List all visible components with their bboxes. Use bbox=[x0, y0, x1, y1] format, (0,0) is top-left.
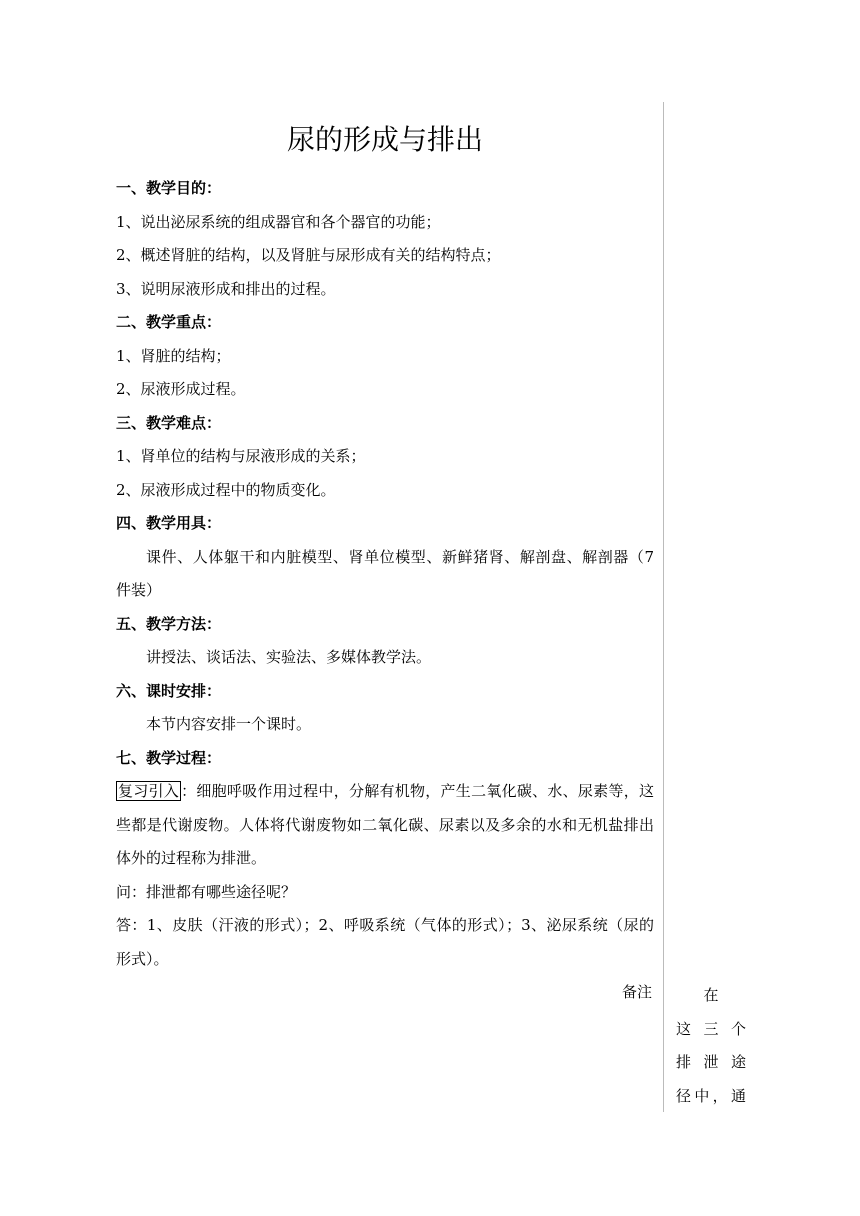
objective-item-2: 2、概述肾脏的结构，以及肾脏与尿形成有关的结构特点； bbox=[116, 246, 501, 264]
tools-text: 课件、人体躯干和内脏模型、肾单位模型、新鲜猪肾、解剖盘、解剖器（7 件装） bbox=[116, 547, 654, 599]
heading-key-points: 二、教学重点： bbox=[116, 313, 222, 331]
review-intro-text: ：细胞呼吸作用过程中，分解有机物，产生二氧化碳、水、尿素等，这些都是代谢废物。人体将代谢废物如二氧化碳、尿素以及多余的水和无机盐排出体外的过程称为排泄。 bbox=[116, 782, 654, 867]
heading-process: 七、教学过程： bbox=[116, 748, 222, 767]
methods-text: 讲授法、谈话法、实验法、多媒体教学法。 bbox=[146, 648, 432, 666]
main-column bbox=[116, 118, 654, 1010]
review-intro-paragraph bbox=[116, 775, 654, 876]
objective-item-1: 1、说出泌尿系统的组成器官和各个器官的功能； bbox=[116, 212, 441, 231]
side-note-line-1: 在 bbox=[703, 986, 719, 1004]
objective-item-3: 3、说明尿液形成和排出的过程。 bbox=[116, 279, 336, 298]
heading-methods: 五、教学方法： bbox=[116, 614, 222, 633]
key-point-item-2: 2、尿液形成过程。 bbox=[116, 380, 246, 398]
answer-text: 答：1、皮肤（汗液的形式）；2、呼吸系统（气体的形式）；3、泌尿系统（尿的形式）。 bbox=[116, 916, 654, 968]
key-point-item-1: 1、肾脏的结构； bbox=[116, 346, 231, 365]
heading-schedule: 六、课时安排： bbox=[116, 681, 222, 700]
heading-objectives: 一、教学目的： bbox=[116, 179, 222, 197]
schedule-text: 本节内容安排一个课时。 bbox=[146, 715, 312, 733]
note-label: 备注 bbox=[621, 983, 652, 1001]
margin-divider bbox=[663, 102, 664, 1112]
review-intro-label: 复习引入 bbox=[118, 782, 180, 800]
question-text: 问：排泄都有哪些途径呢？ bbox=[116, 882, 297, 901]
side-note-line-3: 排 泄 途 bbox=[676, 1053, 746, 1071]
heading-difficulties: 三、教学难点： bbox=[116, 413, 222, 432]
side-note-column bbox=[676, 979, 746, 1113]
heading-tools: 四、教学用具： bbox=[116, 514, 222, 532]
difficulty-item-2: 2、尿液形成过程中的物质变化。 bbox=[116, 480, 336, 499]
side-note-line-4: 径中，通 bbox=[676, 1086, 746, 1105]
page-title: 尿的形成与排出 bbox=[286, 123, 483, 156]
difficulty-item-1: 1、肾单位的结构与尿液形成的关系； bbox=[116, 447, 366, 465]
side-note-line-2: 这 三 个 bbox=[676, 1019, 746, 1038]
